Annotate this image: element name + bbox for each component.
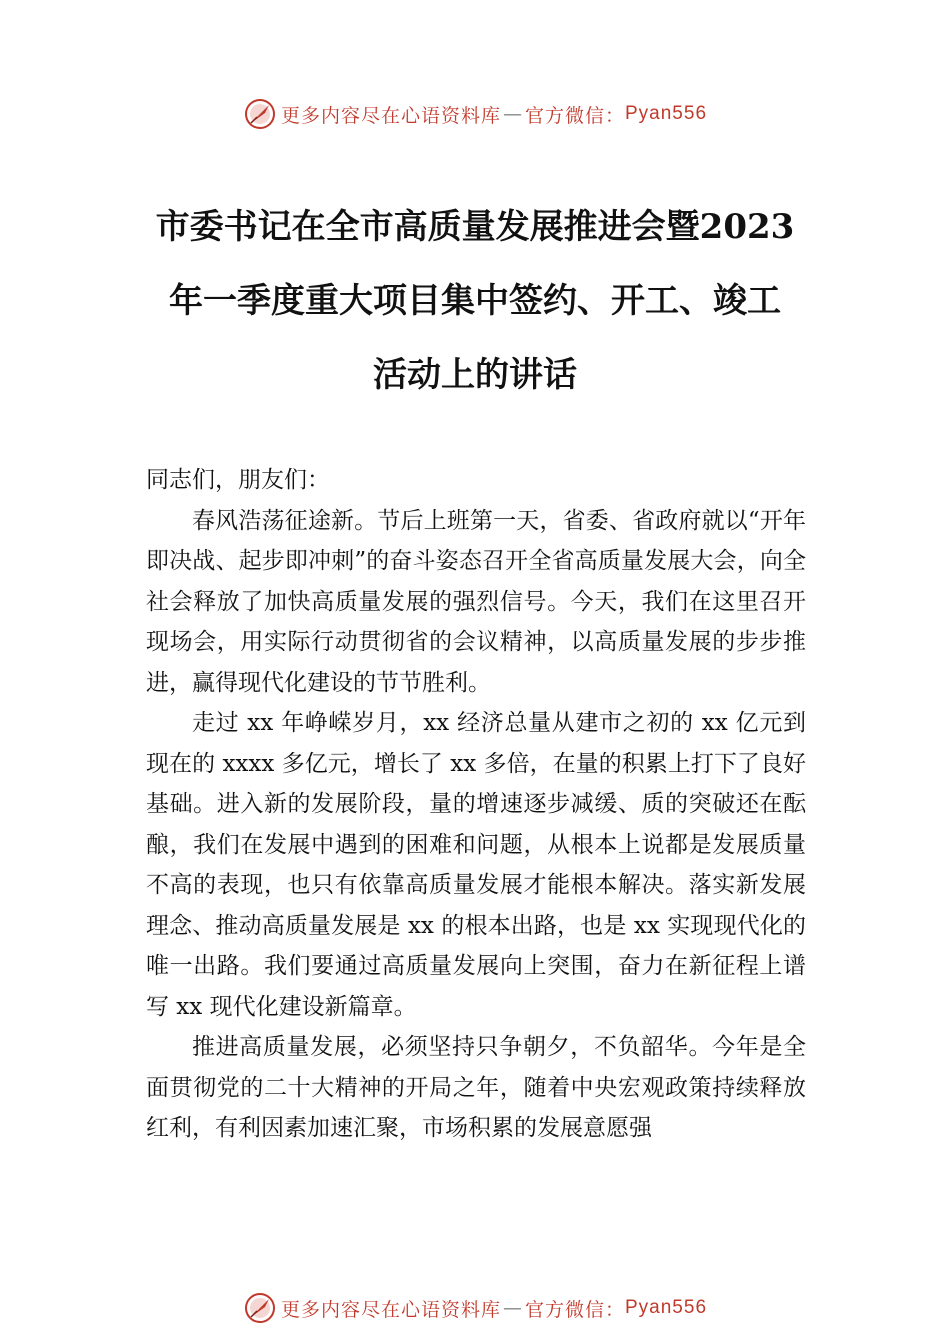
banner-wechat-id: Pyan556	[625, 103, 708, 124]
paragraph: 春风浩荡征途新。节后上班第一天，省委、省政府就以“开年即决战、起步即冲刺”的奋斗姿态召开全省高质量发展大会，向全社会释放了加快高质量发展的强烈信号。今天，我们在这里召开现场会，用实际行动贯彻省的会议精神，以高质量发展的步步推进，赢得现代化建设的节节胜利。	[146, 507, 806, 696]
banner-wechat-label: 官方微信：	[524, 104, 625, 127]
banner-separator: —	[502, 1297, 523, 1319]
title-line-3: 活动上的讲话	[373, 355, 577, 395]
paragraph: 推进高质量发展，必须坚持只争朝夕，不负韶华。今年是全面贯彻党的二十大精神的开局之年，随着中央宏观政策持续释放红利，有利因素加速汇聚，市场积累的发展意愿强	[146, 1034, 806, 1141]
banner-wechat-label: 官方微信：	[524, 1298, 625, 1321]
banner-brand: 更多内容尽在心语资料库	[280, 104, 501, 127]
header-banner[interactable]	[0, 94, 950, 134]
paragraph: 走过 xx 年峥嵘岁月，xx 经济总量从建市之初的 xx 亿元到现在的 xxxx 多亿元，增长了 xx 多倍，在量的积累上打下了良好基础。进入新的发展阶段，量的增速逐步减缓、质的突破还在酝酿，我们在发展中遇到的困难和问题，从根本上说都是发展质量不高的表现，也只有依靠高质量发展才能根本解决。落实新发展理念、推动高质量发展是 xx 的根本出路，也是 xx 实现现代化的唯一出路。我们要通过高质量发展向上突围，奋力在新征程上谱写 xx 现代化建设新篇章。	[146, 710, 806, 1020]
document-body	[146, 460, 806, 1149]
banner-wechat-id: Pyan556	[625, 1297, 708, 1318]
banner-separator: —	[502, 103, 523, 125]
footer-banner[interactable]	[0, 1288, 950, 1328]
document-title	[150, 190, 800, 412]
quill-seal-icon	[243, 1291, 277, 1325]
salutation: 同志们，朋友们：	[146, 467, 330, 493]
title-line-1: 市委书记在全市高质量发展推进会暨2023	[155, 207, 795, 247]
banner-brand: 更多内容尽在心语资料库	[280, 1298, 501, 1321]
title-line-2: 年一季度重大项目集中签约、开工、竣工	[169, 281, 781, 321]
quill-seal-icon	[243, 97, 277, 131]
